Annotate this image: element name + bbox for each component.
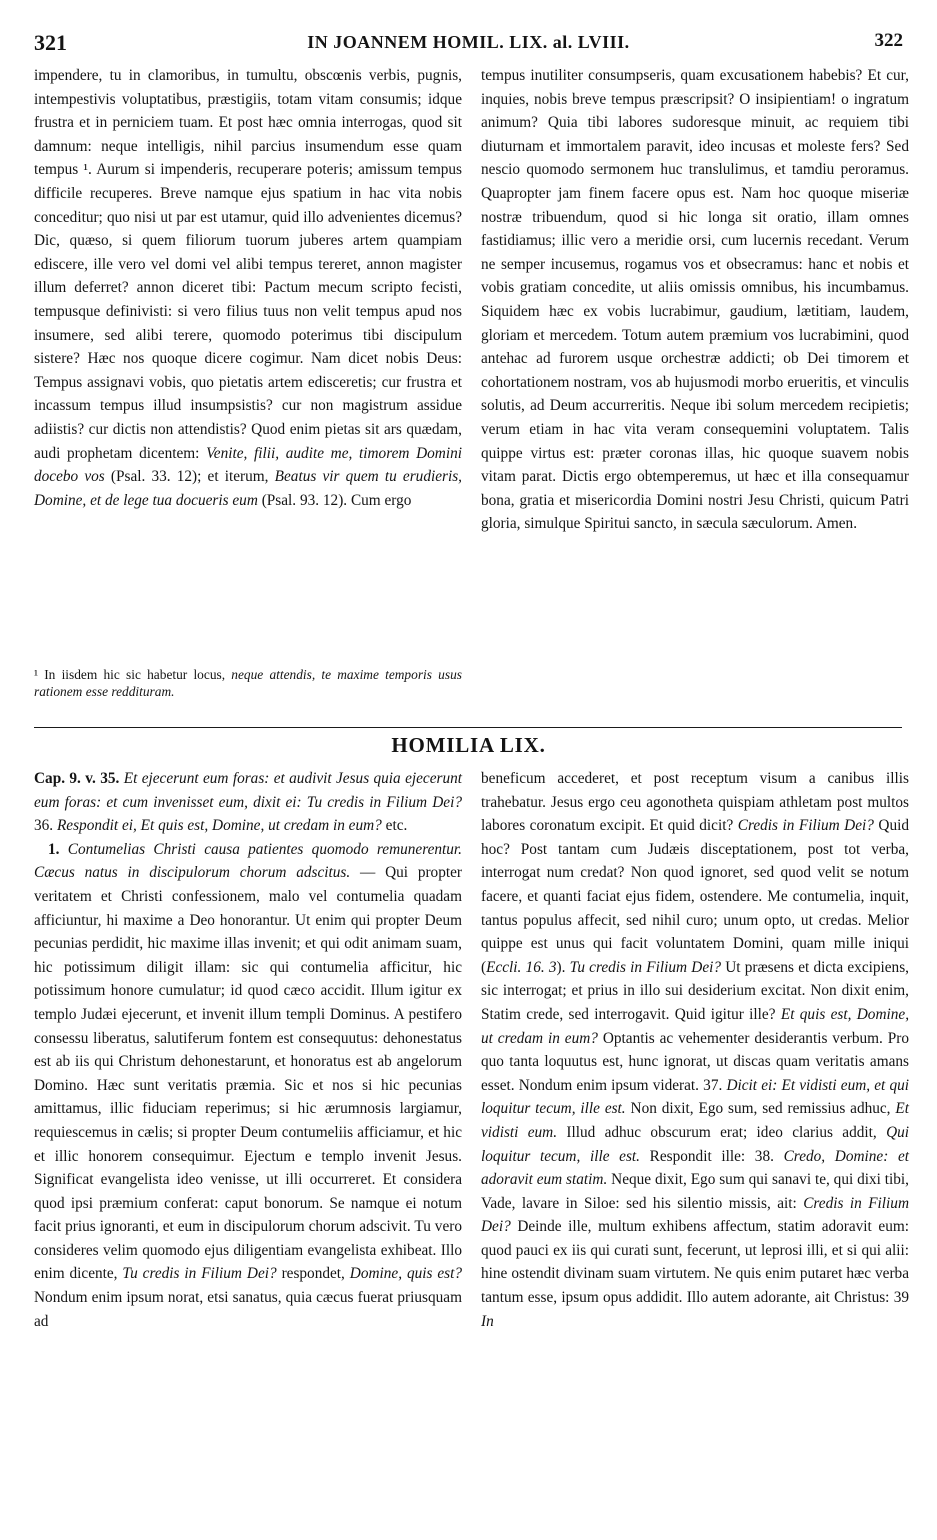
body-text: Quid hoc? Post tantam cum Judæis disceptationem, post tot verba, interrogat num credat? Non quod ignoret, sed quod velit se notum facere, et quanti faciat ejus fidem, ostendere. Me contumelia, inquit, tantus populus affecit, sed nihil curo; unum opto, ut credas. Melior quippe est unus qui facit voluntatem Domini, quam mille iniqui ( xyxy=(481,817,910,976)
homily-title: HOMILIA LIX. xyxy=(391,733,546,757)
section-rule xyxy=(34,727,902,728)
body-text: respondet, xyxy=(281,1265,345,1283)
chapter-quote: Respondit ei, Et quis est, Domine, ut credam in eum? xyxy=(56,817,382,835)
body-text: Ut præsens et dicta excipiens, sic interrogat; et prius in illo sui desiderium excitat. Non dixit enim, Statim crede, sed interrogavit. Quid igitur ille? xyxy=(481,958,909,1023)
scripture-quote: Credis in Filium Dei? xyxy=(481,1194,909,1236)
body-text: Neque dixit, Ego sum qui sanavi te, qui dixi tibi, Vade, lavare in Siloe: sed his silentio missis, ait: xyxy=(481,1171,909,1212)
body-text: Respondit ille: 38. xyxy=(649,1147,774,1165)
paragraph xyxy=(481,767,909,1333)
scripture-quote: Et quis est, Domine, ut credam in eum? xyxy=(481,1005,910,1047)
chapter-etc: etc. xyxy=(385,817,408,835)
column-bottom-left xyxy=(34,767,462,1333)
running-title: IN JOANNEM HOMIL. LIX. al. LVIII. xyxy=(307,32,630,52)
paragraph xyxy=(34,838,462,1333)
column-top-right xyxy=(481,64,909,536)
body-text: — Qui propter veritatem et Christi confessionem, malo vel contumelia quadam afficiuntur, hi maxime a Deo honorantur. Ut enim qui propter Deum pecunias perdidit, hic maxime illas invenit; et qui odit animam suam, hic potissimum diligit illam: sic qui contumelia afficitur, hic potissimum honore cumulatur; id quod cæco accidit. Illum igitur ex templo Judæi ejecerunt, et invenit illum templi Dominus. A pestifero consessu liberatus, salutiferum fontem est consequutus: dehonestatus est ab iis qui Christum dehonestarunt, et honoratus est ab angelorum Domino. Hæc sunt veritatis præmia. Sic et nos si hic pecunias amittamus, illic fiduciam reperimus; si hic ærumnosis largiamur, requiescemus in cælis; si propter Deum contumeliis afficiamur, et hic et illic honorem consequimur. Ejectum e templo invenit Jesus. Significat evangelista ideo venisse, ut illi occurreret. Et considera quod ipsi præmium conferat: caput bonorum. Se namque ei notum facit prius ignoranti, et eum in discipulorum chorum adscivit. Tu vero consideres velim quomodo ejus diligentiam evangelista exhibeat. Illo enim dicente, xyxy=(34,864,462,1283)
section-title: Contumelias Christi causa patientes quomodo remunerentur. Cæcus natus in discipulorum chorum adscitus. xyxy=(34,840,463,882)
footnote-italic: neque attendis, te maxime temporis usus rationem esse reddituram. xyxy=(34,667,462,699)
body-text: impendere, tu in clamoribus, in tumultu, obscœnis verbis, pugnis, intempestivis voluptatibus, præstigiis, totam vitam consumis; idque frustra et in perniciem tuam. Et post hæc omnia interrogas, quod sit damnum: neque intelligis, nihil parcius insumendum esse quam tempus ¹. Aurum si impenderis, recuperare poteris; amissum tempus difficile recuperes. Breve namque ejus spatium in hac vita nobis conceditur; quo nisi ut par est utamur, quid illo advenientes dicemus? Dic, quæso, si quem filiorum tuorum juberes artem quampiam ediscere, ille vero vel domi vel alibi tempus tereret, annon magister illum deferret? annon diceret tibi: Pactum mecum scripto fecisti, tempusque definivisti: si vero filius tuus non velit tempus apud nos insumere, sed alibi terere, quomodo poterimus tibi discipulum sistere? Hæc nos quoque dicere cogimur. Nam dicet nobis Deus: Tempus assignavi vobis, quo pietatis artem edisceretis; cur frustra et incassum tempus illud insumpsistis? cur non magistrum assidue adiistis? cur dictis non attendistis? Quod enim pietas sit ars quædam, audi prophetam dicentem: xyxy=(34,67,462,462)
running-header xyxy=(30,30,907,58)
scripture-quote: In xyxy=(481,1312,494,1330)
body-text: Cum ergo xyxy=(350,491,412,509)
body-text: et iterum, xyxy=(207,468,269,486)
paragraph: tempus inutiliter consumpseris, quam excusationem habebis? Et cur, inquies, nobis breve tempus præscripsit? O insipientiam! o ingratum animum? Quia tibi labores sudoresque minuit, ac requiem tibi diuturnam et immortalem paravit, ideo incusas et moleste fers? Sed nescio quomodo sermonem huc translulimus, et tamdiu peroramus. Quapropter jam finem facere opus est. Nam hoc quoque miseriæ nostræ tribuendum, quod si hic longa sit oratio, illam omnes fastidiamus; illic vero a meridie orsi, cum lucernis recedant. Verum ne semper incusemus, rogamus vos et obsecramus: hanc et nobis et vobis gratiam concedite, ut aliis omissis omnibus, his incumbamus. Siquidem hæc ex vobis lucrabimur, gaudium, lætitiam, laudem, gloriam et mercedem. Totum autem præmium vos lucrabimini, quod antehac ad furorem usque orchestræ addicti; ob Dei timorem et cohortationem nostram, vos ab hujusmodi morbo erueritis, et vinculis solutis, ad Deum accurreritis. Neque ibi solum mercedem recipietis; verum etiam in hac vita veram consequemini voluptatem. Talis quippe virtus est: præter coronas illas, hic quoque suavem nobis vitam parat. Dictis ergo obtemperemus, ut hæc et illa consequamur bona, gratia et misericordia Domini nostri Jesu Christi, quicum Patri gloria, simulque Spiritui sancto, in sæcula sæculorum. Amen. xyxy=(481,67,909,533)
chapter-heading xyxy=(34,767,462,838)
column-top-left xyxy=(34,64,462,512)
column-bottom-right xyxy=(481,767,909,1333)
scripture-ref: Eccli. 16. 3 xyxy=(486,958,557,976)
page-number-left: 321 xyxy=(34,30,67,55)
body-text: Deinde ille, multum exhibens affectum, statim adoravit eum: quod pauci ex iis qui curati sunt, fecerunt, ut leprosi illi, et si qui alii: hine ostendit divinam suam virtutem. Ne quis enim putaret hæc verba tantum esse, ipsum opus addidit. Illo autem adorante, ait Christus: 39 xyxy=(481,1218,909,1307)
footnote-text: In iisdem hic sic habetur locus, xyxy=(44,667,226,682)
scripture-quote: Dicit ei: Et vidisti eum, et qui loquitur tecum, ille est. xyxy=(481,1076,910,1118)
scripture-quote: Venite, filii, audite me, timorem Domini docebo vos xyxy=(34,444,463,486)
scripture-ref: (Psal. 93. 12). xyxy=(261,491,348,509)
verse-number: 36. xyxy=(34,817,54,835)
paragraph xyxy=(34,64,462,512)
scripture-quote: Qui loquitur tecum, ille est. xyxy=(481,1123,910,1165)
scripture-quote: Beatus vir quem tu erudieris, Domine, et de lege tua docueris eum xyxy=(34,468,462,509)
scripture-quote: Tu credis in Filium Dei? xyxy=(122,1265,277,1283)
scripture-quote: Credo, Domine: et adoravit eum statim. xyxy=(481,1147,909,1189)
chapter-label: Cap. 9. v. 35. xyxy=(34,770,120,787)
page-number-right: 322 xyxy=(874,30,903,51)
scripture-quote: Domine, quis est? xyxy=(349,1265,463,1283)
footnote xyxy=(34,666,462,700)
body-text: beneficum accederet, et post receptum visum a canibus illis trahebatur. Jesus ergo ceu agonotheta quispiam athletam post multos labores coronatum excipit. Et quid dicit? xyxy=(481,770,909,835)
body-text: Illud adhuc obscurum erat; ideo clarius addit, xyxy=(566,1123,877,1141)
scripture-quote: Et vidisti eum. xyxy=(481,1100,910,1141)
body-text: Optantis ac vehementer desiderantis verbum. Pro quo tanta loquutus est, hunc ignorat, ut discas quam veritatis amans esset. Nondum enim ipsum viderat. 37. xyxy=(481,1029,909,1094)
scripture-quote: Tu credis in Filium Dei? xyxy=(569,958,722,976)
body-text: ). xyxy=(556,958,566,976)
section-number: 1. xyxy=(48,840,60,858)
chapter-quote: Et ejecerunt eum foras: et audivit Jesus quia ejecerunt eum foras: et cum invenisset eum, dixit ei: Tu credis in Filium Dei? xyxy=(34,770,462,811)
scripture-ref: (Psal. 33. 12); xyxy=(110,468,202,486)
footnote-marker: ¹ xyxy=(34,667,39,682)
body-text: Non dixit, Ego sum, sed remissius adhuc, xyxy=(630,1100,891,1118)
scripture-quote: Credis in Filium Dei? xyxy=(737,817,874,835)
body-text: Nondum enim ipsum norat, etsi sanatus, quia cæcus fuerat priusquam ad xyxy=(34,1289,462,1330)
